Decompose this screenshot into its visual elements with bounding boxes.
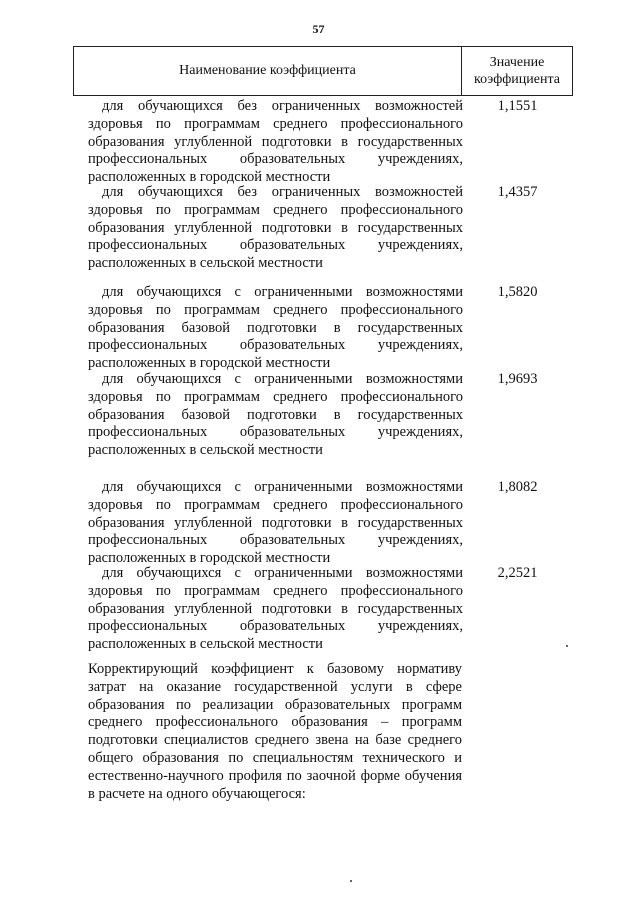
row-description: для обучающихся с ограниченными возможностями здоровья по программам среднего профессионального образования углубленной подготовки в государственных профессиональных образовательных учреждениях, расположенных в городской местности: [88, 479, 463, 567]
row-description: для обучающихся с ограниченными возможностями здоровья по программам среднего профессионального образования базовой подготовки в государственных профессиональных образовательных учреждениях, расположенных в городской местности: [88, 284, 463, 372]
row-value: 2,2521: [497, 565, 538, 581]
scan-speck: [350, 880, 352, 882]
column-header-name: Наименование коэффициента: [74, 47, 462, 95]
row-value: 1,8082: [497, 479, 538, 495]
scan-speck: [566, 645, 568, 647]
table-header: [73, 46, 573, 96]
row-description: для обучающихся без ограниченных возможностей здоровья по программам среднего профессионального образования углубленной подготовки в государственных профессиональных образовательных учреждениях, расположенных в городской местности: [88, 98, 463, 186]
row-description: для обучающихся с ограниченными возможностями здоровья по программам среднего профессионального образования углубленной подготовки в государственных профессиональных образовательных учреждениях, расположенных в сельской местности: [88, 565, 463, 653]
row-value: 1,4357: [497, 184, 538, 200]
column-header-value: Значение коэффициента: [474, 55, 560, 87]
row-value: 1,1551: [497, 98, 538, 114]
page-number: 57: [312, 22, 325, 36]
corrective-coefficient-note: Корректирующий коэффициент к базовому нормативу затрат на оказание государственной услуги в сфере образования по реализации образовательных программ среднего профессионального образования – программ подготовки специалистов среднего звена на базе среднего общего образования по специальностям технического и естественно-научного профиля по заочной форме обучения в расчете на одного обучающегося:: [88, 661, 462, 802]
row-value: 1,5820: [497, 284, 538, 300]
row-description: для обучающихся без ограниченных возможностей здоровья по программам среднего профессионального образования углубленной подготовки в государственных профессиональных образовательных учреждениях, расположенных в сельской местности: [88, 184, 463, 272]
row-description: для обучающихся с ограниченными возможностями здоровья по программам среднего профессионального образования базовой подготовки в государственных профессиональных образовательных учреждениях, расположенных в сельской местности: [88, 371, 463, 459]
row-value: 1,9693: [497, 371, 538, 387]
